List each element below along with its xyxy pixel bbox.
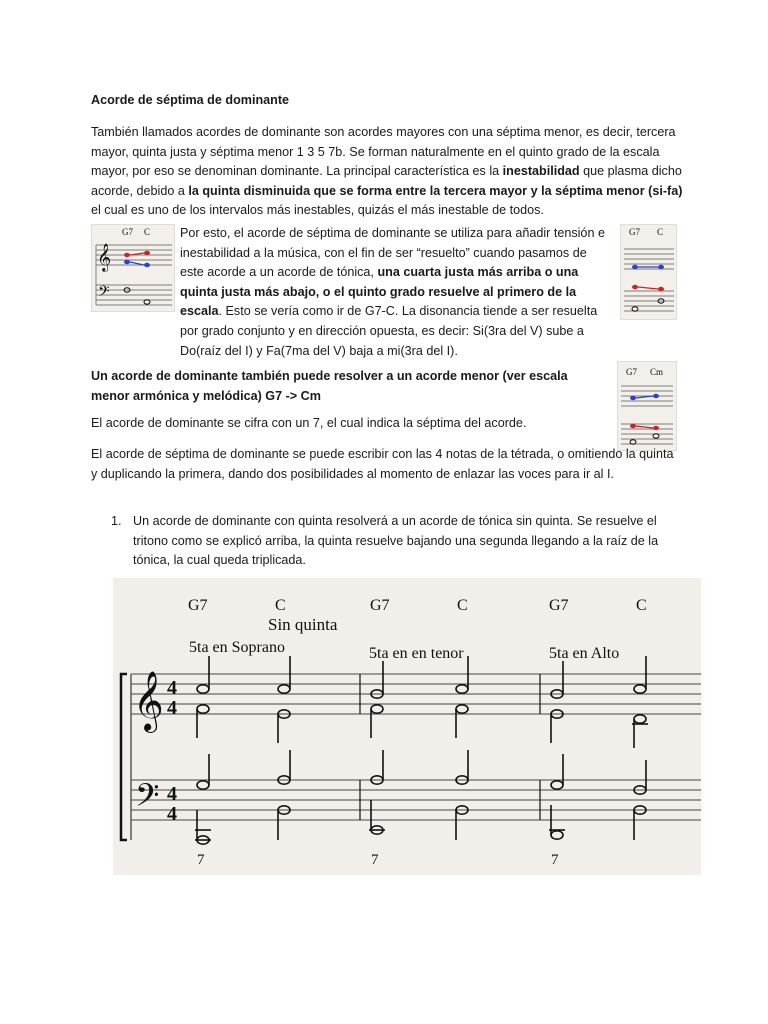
chord-symbol: Cm <box>650 367 664 377</box>
chord-symbol: C <box>275 597 286 614</box>
svg-text:4: 4 <box>167 783 177 805</box>
treble-clef-icon: 𝄞 <box>97 245 112 271</box>
treble-clef-icon: 𝄞 <box>133 673 164 730</box>
svg-text:4: 4 <box>167 803 177 825</box>
chord-symbol: G7 <box>122 227 133 237</box>
paragraph-tetrada: El acorde de séptima de dominante se puede escribir con las 4 notas de la tétrada, o omitiendo la quinta y duplicando la primera, dando dos posibilidades al momento de enlazar las voces para ir al I. <box>91 447 674 481</box>
voice-label: 5ta en en tenor <box>369 645 464 662</box>
score-g7-c-sin-quinta <box>113 578 701 875</box>
svg-text:4: 4 <box>167 677 177 699</box>
svg-text:4: 4 <box>167 697 177 719</box>
voice-label: 5ta en Alto <box>549 645 620 662</box>
section-title: Acorde de séptima de dominante <box>91 93 290 107</box>
figured-bass: 7 <box>551 852 559 868</box>
chord-symbol: C <box>636 597 647 614</box>
bass-clef-icon: 𝄢 <box>98 283 110 303</box>
paragraph-intro: También llamados acordes de dominante son acordes mayores con una séptima menor, es decir, tercera mayor, quinta justa y séptima menor 1 3 5 7b. Se forman naturalmente en el quinto grado de la escala mayor, por eso se denominan dominante. La principal característica es la inestabilidad que plasma dicho acorde, debido a la quinta disminuida que se forma entre la tercera mayor y la séptima menor (si-fa) el cual es uno de los intervalos más inestables, quizás el más inestable de todos. <box>91 125 683 218</box>
bass-clef-icon: 𝄢 <box>135 779 160 821</box>
chord-symbol: G7 <box>188 597 208 614</box>
list-number: 1. <box>111 514 122 528</box>
chord-example-g7-cm <box>617 361 677 451</box>
list-item: Un acorde de dominante con quinta resolverá a un acorde de tónica sin quinta. Se resuelve el tritono como se explicó arriba, la quinta resuelve bajando una segunda llegando a la raíz de la tónica, la cual queda triplicada. <box>133 514 659 568</box>
paragraph-resolution: Por esto, el acorde de séptima de dominante se utiliza para añadir tensión e inestabilidad a la música, con el fin de ser “resuelto” cuando pasamos de este acorde a un acorde de tónica, una cuarta justa más arriba o una quinta justa más abajo, o el quinto grado resuelve al primero de la escala. Esto se vería como ir de G7-C. La disonancia tiende a ser resuelta por grado conjunto y en dirección opuesta, es decir: Si(3ra del V) sube a Do(raíz del I) y Fa(7ma del V) baja a mi(3ra del I). <box>180 226 605 358</box>
chord-symbol: C <box>457 597 468 614</box>
chord-symbol: G7 <box>629 227 640 237</box>
paragraph-cifrado: El acorde de dominante se cifra con un 7, el cual indica la séptima del acorde. <box>91 416 527 430</box>
chord-symbol: C <box>144 227 151 237</box>
paragraph-minor-resolution: Un acorde de dominante también puede resolver a un acorde menor (ver escala menor armónica y melódica) G7 -> Cm <box>91 369 568 403</box>
chord-symbol: G7 <box>549 597 569 614</box>
figured-bass: 7 <box>197 852 205 868</box>
voice-label: 5ta en Soprano <box>189 639 285 656</box>
chord-example-g7-c-small <box>91 224 175 312</box>
chord-symbol: C <box>657 227 664 237</box>
chord-symbol: G7 <box>626 367 637 377</box>
figured-bass: 7 <box>371 852 379 868</box>
chord-example-g7-c-vertical <box>620 224 677 320</box>
chord-symbol: G7 <box>370 597 390 614</box>
subtitle: Sin quinta <box>268 615 338 634</box>
